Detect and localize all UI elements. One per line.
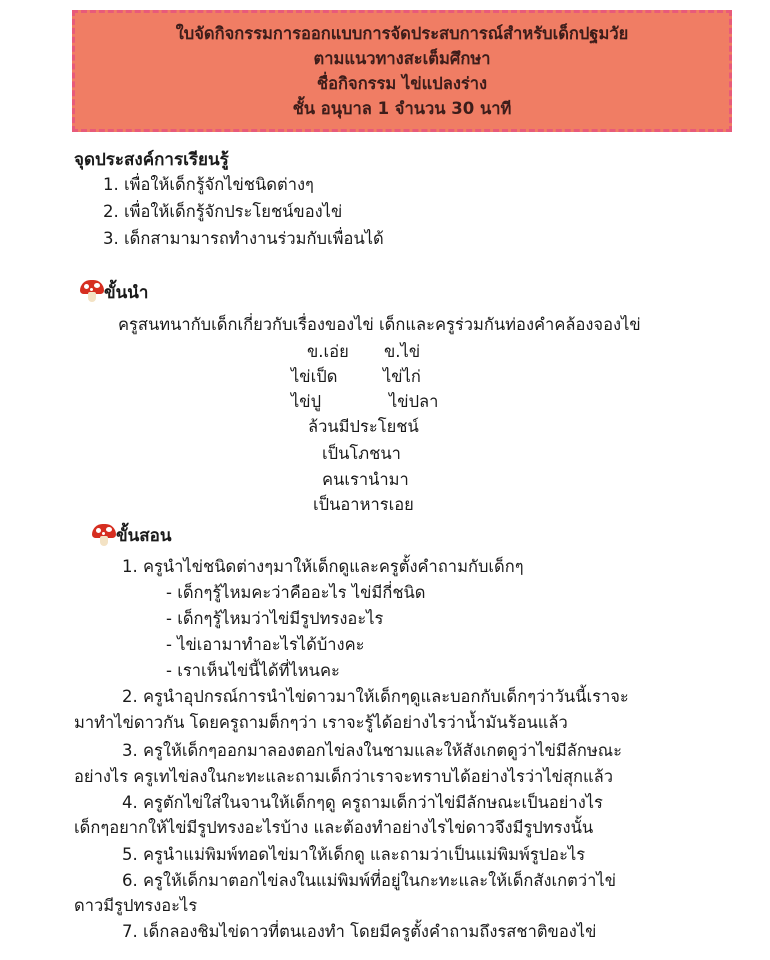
rhyme-line: ไข่ไก่ — [383, 367, 421, 386]
title-line-2: ตามแนวทางสะเต็มศึกษา — [313, 49, 491, 68]
activity-name: ชื่อกิจกรรม ไข่แปลงร่าง — [316, 74, 488, 93]
step-4-cont: เด็กๆอยากให้ไข่มีรูปทรงอะไรบ้าง และต้องทำอย่างไรไข่ดาวจึงมีรูปทรงนั้น — [74, 818, 594, 837]
rhyme-line: ข.เอ่ย — [307, 342, 349, 361]
rhyme-line: เป็นโภชนา — [322, 444, 401, 463]
steps-heading: ขั้นสอน — [116, 526, 172, 546]
step-2: 2. ครูนำอุปกรณ์การนำไข่ดาวมาให้เด็กๆดูและบอกกับเด็กๆว่าวันนี้เราจะ — [122, 687, 629, 706]
rhyme-line: ไข่ปลา — [389, 392, 439, 411]
mushroom-icon — [80, 280, 104, 302]
rhyme-line: เป็นอาหารเอย — [313, 495, 414, 514]
step-6-cont: ดาวมีรูปทรงอะไร — [74, 896, 198, 915]
objective-item: 1. เพื่อให้เด็กรู้จักไข่ชนิดต่างๆ — [103, 175, 314, 194]
step-6: 6. ครูให้เด็กมาตอกไข่ลงในแม่พิมพ์ที่อยู่ในกะทะและให้เด็กสังเกตว่าไข่ — [122, 871, 616, 890]
objective-item: 2. เพื่อให้เด็กรู้จักประโยชน์ของไข่ — [103, 202, 343, 221]
step-4: 4. ครูตักไข่ใส่ในจานให้เด็กๆดู ครูถามเด็กว่าไข่มีลักษณะเป็นอย่างไร — [122, 793, 603, 812]
step-5: 5. ครูนำแม่พิมพ์ทอดไข่มาให้เด็กดู และถามว่าเป็นแม่พิมพ์รูปอะไร — [122, 845, 586, 864]
rhyme-line: ไข่ปู — [291, 392, 322, 411]
step-7: 7. เด็กลองชิมไข่ดาวที่ตนเองทำ โดยมีครูตั้งคำถามถึงรสชาติของไข่ — [122, 922, 597, 941]
rhyme-line: ล้วนมีประโยชน์ — [308, 417, 419, 436]
step-3-cont: อย่างไร ครูเทไข่ลงในกะทะและถามเด็กว่าเราจะทราบได้อย่างไรว่าไข่สุกแล้ว — [74, 767, 614, 786]
mushroom-icon — [92, 524, 116, 546]
title-banner — [72, 10, 732, 132]
rhyme-line: ข.ไข่ — [384, 342, 421, 361]
class-duration: ชั้น อนุบาล 1 จำนวน 30 นาที — [292, 99, 512, 118]
objectives-heading: จุดประสงค์การเรียนรู้ — [74, 150, 229, 170]
step-1-question: - เด็กๆรู้ไหมว่าไข่มีรูปทรงอะไร — [166, 609, 384, 628]
rhyme-line: คนเรานำมา — [322, 470, 409, 489]
intro-text: ครูสนทนากับเด็กเกี่ยวกับเรื่องของไข่ เด็กและครูร่วมกันท่องคำคล้องจองไข่ — [118, 315, 641, 334]
intro-heading: ขั้นนำ — [104, 283, 149, 303]
step-2-cont: มาทำไข่ดาวกัน โดยครูถามต็กๆว่า เราจะรู้ได้อย่างไรว่าน้ำมันร้อนแล้ว — [74, 713, 568, 732]
step-3: 3. ครูให้เด็กๆออกมาลองตอกไข่ลงในชามและให้สังเกตดูว่าไข่มีลักษณะ — [122, 741, 622, 760]
step-1-question: - ไข่เอามาทำอะไรได้บ้างคะ — [166, 635, 365, 654]
step-1: 1. ครูนำไข่ชนิดต่างๆมาให้เด็กดูและครูตั้งคำถามกับเด็กๆ — [122, 557, 524, 576]
title-line-1: ใบจัดกิจกรรมการออกแบบการจัดประสบการณ์สำหรับเด็กปฐมวัย — [175, 24, 629, 43]
objective-item: 3. เด็กสามามารถทำงานร่วมกับเพื่อนได้ — [103, 229, 384, 248]
step-1-question: - เราเห็นไข่นี้ได้ที่ไหนคะ — [166, 661, 340, 680]
rhyme-line: ไข่เป็ด — [291, 367, 338, 386]
step-1-question: - เด็กๆรู้ไหมคะว่าคืออะไร ไข่มีกี่ชนิด — [166, 583, 426, 602]
